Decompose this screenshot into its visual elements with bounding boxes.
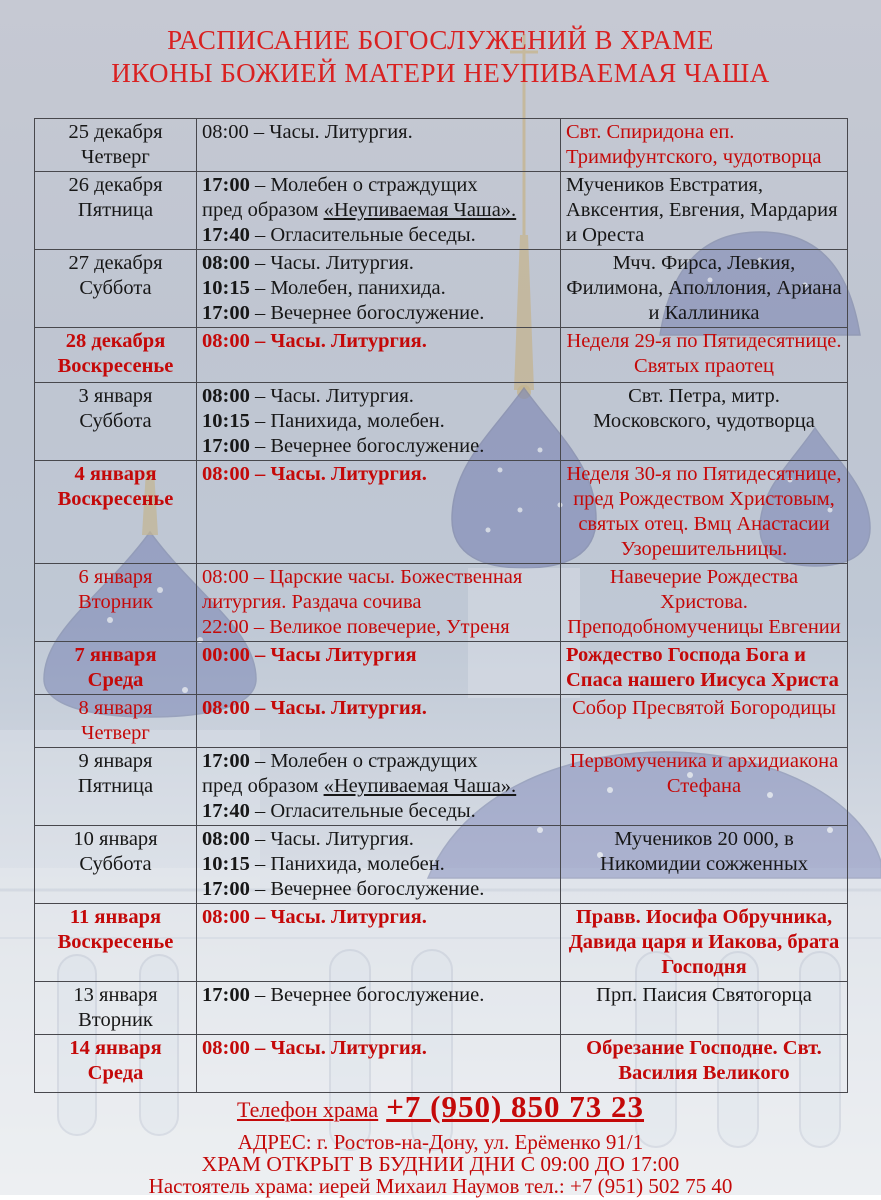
feast-cell: Навечерие Рождества Христова. Преподобномученицы Евгении xyxy=(561,564,848,642)
schedule-row xyxy=(35,564,848,642)
schedule-row xyxy=(35,642,848,695)
services-cell: 08:00 – Часы. Литургия. xyxy=(197,904,561,982)
services-cell: 08:00 – Часы. Литургия. 10:15 – Панихида, молебен. 17:00 – Вечернее богослужение. xyxy=(197,826,561,904)
schedule-row xyxy=(35,119,848,172)
services-cell: 17:00 – Молебен о страждущих пред образом «Неупиваемая Чаша». 17:40 – Огласительные беседы. xyxy=(197,748,561,826)
feast-cell: Обрезание Господне. Свт. Василия Великого xyxy=(561,1035,848,1093)
services-cell: 08:00 – Часы. Литургия. xyxy=(197,1035,561,1093)
services-cell: 17:00 – Молебен о страждущих пред образом «Неупиваемая Чаша». 17:40 – Огласительные беседы. xyxy=(197,172,561,250)
schedule-row xyxy=(35,982,848,1035)
date-cell: 10 января Суббота xyxy=(35,826,197,904)
phone-label: Телефон храма xyxy=(236,1097,379,1122)
date-cell: 3 января Суббота xyxy=(35,383,197,461)
schedule-row xyxy=(35,250,848,328)
feast-cell: Правв. Иосифа Обручника, Давида царя и Иакова, брата Господня xyxy=(561,904,848,982)
footer xyxy=(0,1090,881,1197)
services-cell: 08:00 – Часы. Литургия. xyxy=(197,695,561,748)
footer-open-hours: ХРАМ ОТКРЫТ В БУДНИИ ДНИ С 09:00 ДО 17:00 xyxy=(201,1152,680,1176)
date-cell: 28 декабря Воскресенье xyxy=(35,328,197,383)
feast-cell: Прп. Паисия Святогорца xyxy=(561,982,848,1035)
schedule-row xyxy=(35,328,848,383)
feast-cell: Мучеников 20 000, в Никомидии сожженных xyxy=(561,826,848,904)
schedule-row xyxy=(35,1035,848,1093)
footer-rector: Настоятель храма: иерей Михаил Наумов тел.: +7 (951) 502 75 40 xyxy=(148,1174,733,1198)
services-cell: 00:00 – Часы Литургия xyxy=(197,642,561,695)
services-cell: 08:00 – Часы. Литургия. xyxy=(197,328,561,383)
feast-cell: Неделя 29-я по Пятидесятнице. Святых праотец xyxy=(561,328,848,383)
poster-title-line1: РАСПИСАНИЕ БОГОСЛУЖЕНИЙ В ХРАМЕ xyxy=(167,25,714,55)
schedule-row xyxy=(35,383,848,461)
schedule-row xyxy=(35,904,848,982)
services-cell: 08:00 – Часы. Литургия. 10:15 – Панихида, молебен. 17:00 – Вечернее богослужение. xyxy=(197,383,561,461)
services-cell: 08:00 – Часы. Литургия. 10:15 – Молебен, панихида. 17:00 – Вечернее богослужение. xyxy=(197,250,561,328)
schedule-row xyxy=(35,172,848,250)
date-cell: 4 января Воскресенье xyxy=(35,461,197,564)
date-cell: 7 января Среда xyxy=(35,642,197,695)
schedule-row xyxy=(35,748,848,826)
services-cell: 08:00 – Царские часы. Божественная литургия. Раздача сочива 22:00 – Великое повечерие, Утреня xyxy=(197,564,561,642)
date-cell: 25 декабря Четверг xyxy=(35,119,197,172)
schedule-table xyxy=(34,118,848,1093)
schedule-table-body xyxy=(35,119,848,1093)
feast-cell: Мчч. Фирса, Левкия, Филимона, Аполлония, Ариана и Каллиника xyxy=(561,250,848,328)
date-cell: 14 января Среда xyxy=(35,1035,197,1093)
date-cell: 9 января Пятница xyxy=(35,748,197,826)
schedule-row xyxy=(35,461,848,564)
feast-cell: Свт. Спиридона еп. Тримифунтского, чудотворца xyxy=(561,119,848,172)
feast-cell: Мучеников Евстратия, Авксентия, Евгения, Мардария и Ореста xyxy=(561,172,848,250)
services-cell: 08:00 – Часы. Литургия. xyxy=(197,119,561,172)
schedule-row xyxy=(35,695,848,748)
schedule-row xyxy=(35,826,848,904)
services-cell: 08:00 – Часы. Литургия. xyxy=(197,461,561,564)
feast-cell: Свт. Петра, митр. Московского, чудотворца xyxy=(561,383,848,461)
date-cell: 27 декабря Суббота xyxy=(35,250,197,328)
poster-title-line2: ИКОНЫ БОЖИЕЙ МАТЕРИ НЕУПИВАЕМАЯ ЧАША xyxy=(111,58,770,88)
feast-cell: Собор Пресвятой Богородицы xyxy=(561,695,848,748)
date-cell: 26 декабря Пятница xyxy=(35,172,197,250)
feast-cell: Первомученика и архидиакона Стефана xyxy=(561,748,848,826)
date-cell: 11 января Воскресенье xyxy=(35,904,197,982)
date-cell: 8 января Четверг xyxy=(35,695,197,748)
feast-cell: Рождество Господа Бога и Спаса нашего Иисуса Христа xyxy=(561,642,848,695)
footer-address: АДРЕС: г. Ростов-на-Дону, ул. Ерёменко 91/1 xyxy=(237,1130,644,1154)
date-cell: 13 января Вторник xyxy=(35,982,197,1035)
poster-title xyxy=(0,0,881,90)
date-cell: 6 января Вторник xyxy=(35,564,197,642)
phone-number: +7 (950) 850 73 23 xyxy=(386,1089,645,1124)
services-cell: 17:00 – Вечернее богослужение. xyxy=(197,982,561,1035)
feast-cell: Неделя 30-я по Пятидесятнице, пред Рождеством Христовым, святых отец. Вмц Анастасии Узорешительницы. xyxy=(561,461,848,564)
footer-phone-line xyxy=(0,1090,881,1130)
